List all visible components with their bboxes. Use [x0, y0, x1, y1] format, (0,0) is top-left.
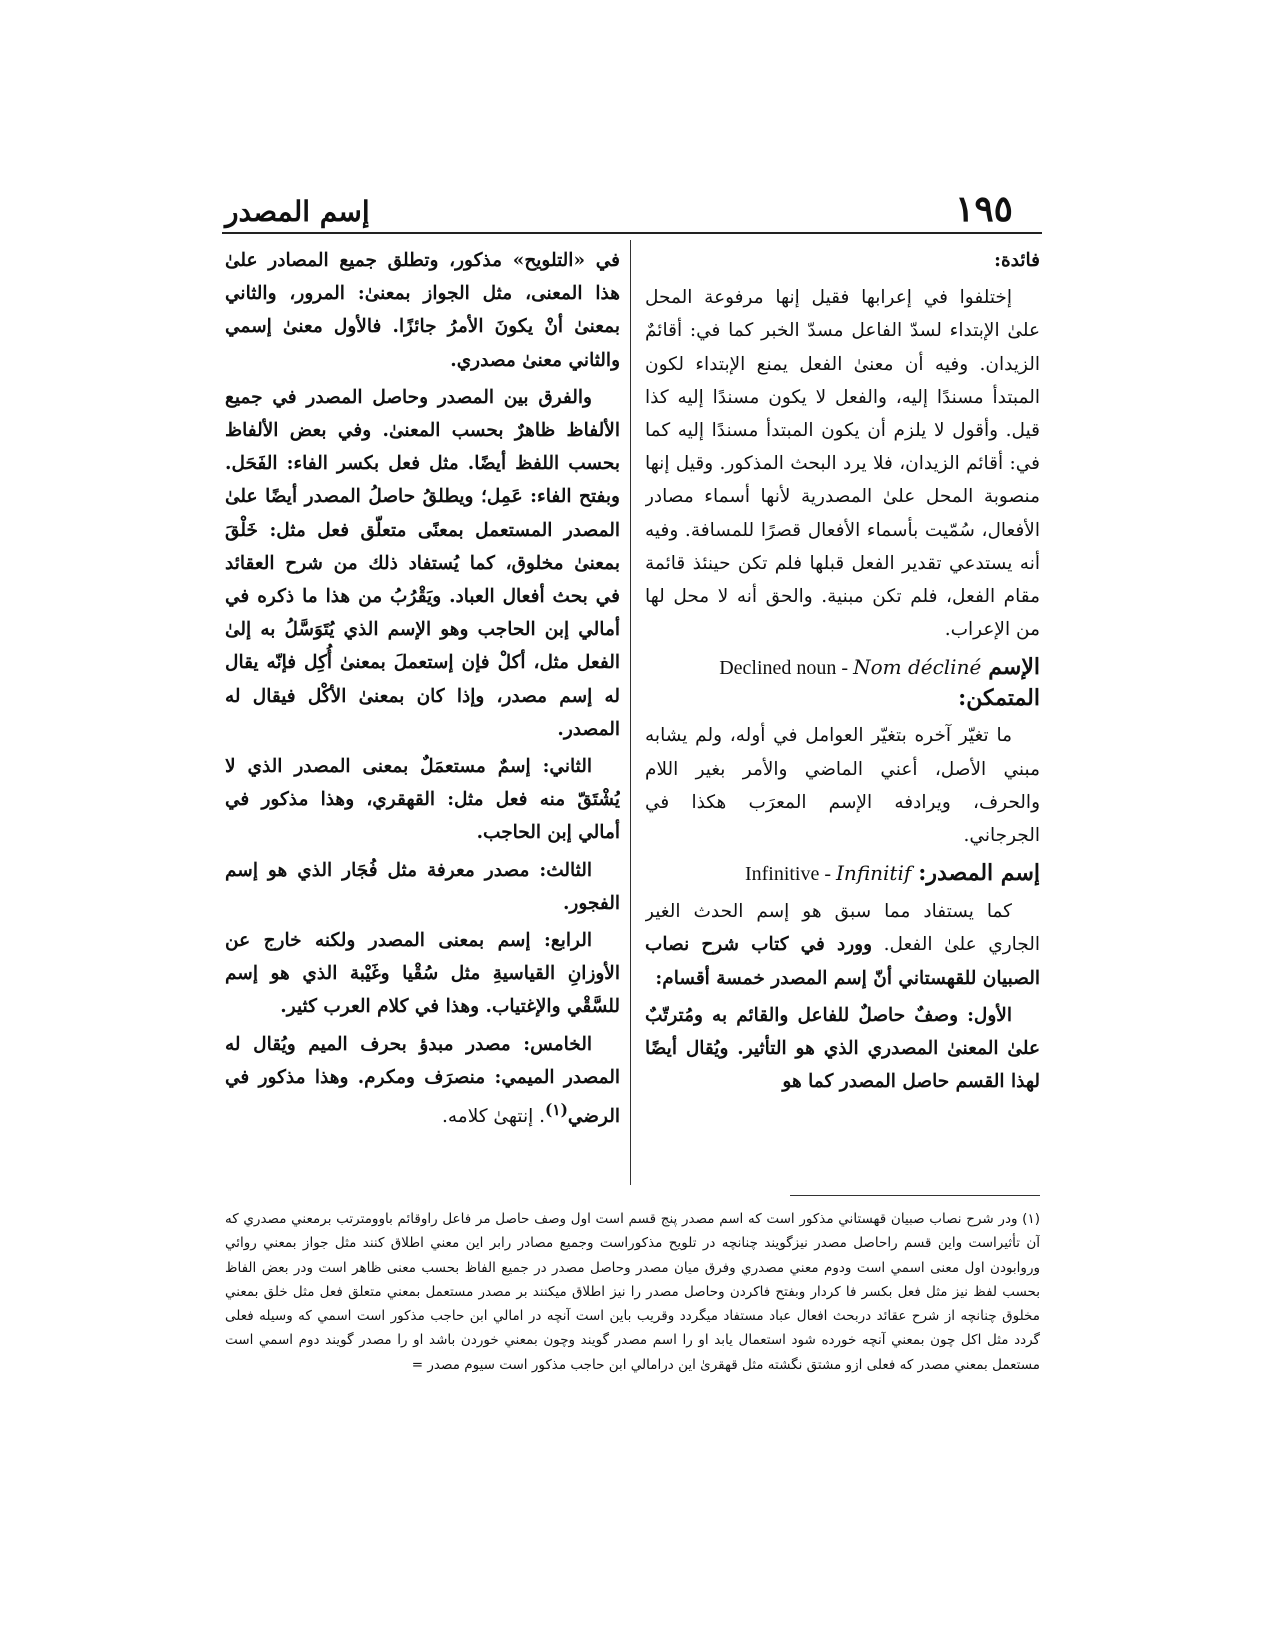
- entry-english: Declined noun -: [719, 657, 854, 680]
- paragraph: الثالث: مصدر معرفة مثل فُجَار الذي هو إسم الفجور.: [225, 859, 620, 914]
- entry-arabic: إسم المصدر:: [918, 860, 1040, 887]
- entry-arabic: الإسم المتمكن:: [958, 654, 1040, 712]
- entry-french: Nom décliné: [853, 655, 982, 680]
- paragraph: [225, 1028, 620, 1134]
- paragraph-text-bold: وورد في كتاب شرح نصاب الصبيان للقهستاني أنّ إسم المصدر خمسة أقسام:: [645, 934, 1040, 989]
- faida-heading: فائدة:: [994, 250, 1040, 271]
- header-rule: [222, 232, 1042, 234]
- paragraph: الأول: وصفٌ حاصلٌ للفاعل والقائم به ومُترتّبٌ علىٰ المعنىٰ المصدري الذي هو التأثير. ويُقال أيضًا لهذا القسم حاصل المصدر كما هو: [645, 1004, 1040, 1093]
- paragraph: [645, 895, 1040, 995]
- paragraph-text: كما يستفاد مما سبق هو إسم الحدث الغير الجاري علىٰ الفعل.: [645, 901, 1040, 956]
- left-column: [225, 244, 620, 1184]
- paragraph-text: . إنتهىٰ كلامه.: [441, 1106, 545, 1128]
- entry-heading-infinitive: [645, 858, 1040, 889]
- paragraph: الرابع: إسم بمعنى المصدر ولكنه خارج عن الأوزانِ القياسيةِ مثل سُقْيا وغَيْبة الذي هو إسم للسَّقْي والإغتياب. وهذا في كلام العرب كثير.: [225, 930, 620, 1018]
- paragraph: الثاني: إسمٌ مستعمَلٌ بمعنى المصدر الذي لا يُشْتَقّ منه فعل مثل: القهقري، وهذا مذكور في أمالي إبن الحاجب.: [225, 756, 620, 844]
- footnote-rule: [790, 1195, 1040, 1196]
- paragraph: والفرق بين المصدر وحاصل المصدر في جميع الألفاظ ظاهرٌ بحسب المعنىٰ. وفي بعض الألفاظ بحسب اللفظ أيضًا. مثل فعل بكسر الفاء: الفَحَل. وبفتح الفاء: عَمِل؛ ويطلقُ حاصلُ المصدر أيضًا علىٰ المصدر المستعمل بمعنًى متعلّق فعل مثل: خَلْقَ بمعنىٰ مخلوق، كما يُستفاد ذلك من شرح العقائد في بحث أفعال العباد. ويَقْرُبُ من هذا ما ذكره في أمالي إبن الحاجب وهو الإسم الذي يُتَوَسَّلُ به إلىٰ الفعل مثل، أكلْ فإن إستعملَ بمعنىٰ أُكِل فإنّه يقال له إسم مصدر، وإذا كان بمعنىٰ الأكْل فيقال له المصدر.: [225, 386, 620, 740]
- right-column: [645, 244, 1040, 1184]
- footnote-text: (١) ودر شرح نصاب صبيان قهستاني مذكور است كه اسم مصدر پنج قسم است اول وصف حاصل مر فاعل راوقائم باوومترتب برمعني مصدري كه آن تأثيراست واين قسم راحاصل مصدر نيزگويند چنانچه در تلويح مذكوراست وجميع مصادر رابر اين معني اطلاق كنند مثل جواز بمعني روائي وروابودن اول معنى اسمي است ودوم معني مصدري وفرق ميان مصدر وحاصل مصدر در جميع الفاظ بحسب معنى ظاهر است ودر بعض الفاظ بحسب لفظ نيز مثل فعل بكسر فا كردار وبفتح فاكردن وحاصل مصدر را نيز اطلاق ميكنند بر مصدر مستعمل بمعني متعلق فعل مثل خلق بمعني مخلوق چنانچه از شرح عقائد دربحث افعال عباد مستفاد ميگردد وقريب باين است آنچه در امالي ابن حاجب مذكور است اسمي كه وسيله فعلى گردد مثل اكل چون بمعني آنچه خورده شود استعمال يابد او را اسم مصدر گويند وچون بمعني خوردن باشد او را مصدر گويند دوم اسمي است مستعمل بمعني مصدر كه فعلى ازو مشتق نگشته مثل قهقرىٰ اين درامالي ابن حاجب مذكور است سيوم مصدر =: [225, 1211, 1040, 1373]
- entry-english: Infinitive -: [744, 863, 837, 886]
- paragraph: إختلفوا في إعرابها فقيل إنها مرفوعة المحل علىٰ الإبتداء لسدّ الفاعل مسدّ الخبر كما في: أقائمٌ الزيدان. وفيه أن معنىٰ الفعل يمنع الإبتداء لكون المبتدأ مسندًا إليه، والفعل لا يكون مسندًا إليه كذا قيل. وأقول لا يلزم أن يكون المبتدأ مسندًا إليه كما في: أقائم الزيدان، فلا يرد البحث المذكور. وقيل إنها منصوبة المحل علىٰ المصدرية لأنها أسماء مصادر الأفعال، سُمّيت بأسماء الأفعال قصرًا للمسافة. وفيه أنه يستدعي تقدير الفعل قبلها فلم تكن حينئذ قائمة مقام الفعل، فلم تكن مبنية. والحق أنه لا محل لها من الإعراب.: [645, 287, 1040, 641]
- entry-heading-declined-noun: [645, 652, 1040, 713]
- paragraph: في «التلويح» مذكور، وتطلق جميع المصادر علىٰ هذا المعنى، مثل الجواز بمعنىٰ: المرور، والثاني بمعنىٰ أنْ يكونَ الأمرُ جائزًا. فالأول معنىٰ إسمي والثاني معنىٰ مصدري.: [225, 250, 620, 371]
- running-title: إسم المصدر: [225, 195, 370, 228]
- column-divider: [630, 240, 631, 1185]
- footnote: [225, 1207, 1040, 1422]
- paragraph-text-bold: الخامس: مصدر مبدؤ بحرف الميم ويُقال له المصدر الميمي: منصرَف ومكرم. وهذا مذكور في الرضي: [225, 1033, 620, 1128]
- footnote-marker: (١): [545, 1101, 568, 1120]
- entry-french: Infinitif: [836, 861, 912, 886]
- paragraph: ما تغيّر آخره بتغيّر العوامل في أوله، ولم يشابه مبني الأصل، أعني الماضي والأمر بغير اللام والحرف، ويرادفه الإسم المعرَب هكذا في الجرجاني.: [645, 725, 1040, 847]
- page-number: ١٩٥: [955, 188, 1014, 230]
